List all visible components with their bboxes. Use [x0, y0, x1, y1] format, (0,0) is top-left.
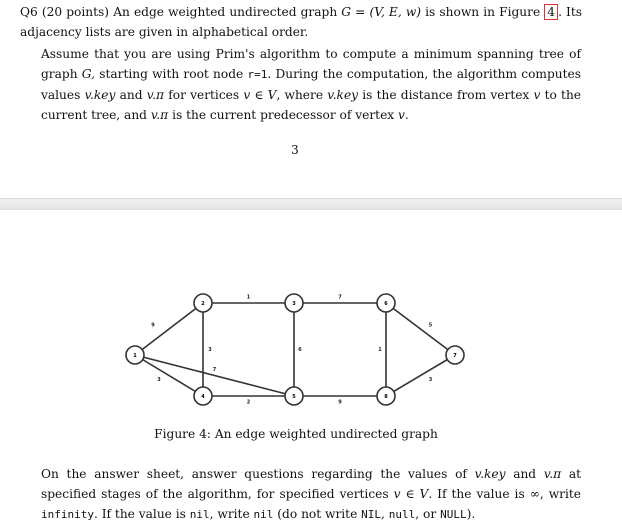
node-label: 2: [201, 301, 205, 307]
edge-weight-1-4: 3: [157, 377, 161, 383]
question-label: Q6: [20, 5, 38, 19]
node-label: 1: [133, 353, 137, 359]
node-label: 5: [292, 394, 296, 400]
question-header: Q6 (20 points) An edge weighted undirected graph G = (V, E, w) is shown in Figure 4 . Its adjacency lists are given in alphabetical order.: [20, 5, 583, 39]
edge-weight-5-8: 9: [338, 399, 342, 406]
code-nil-2: nil: [253, 508, 274, 521]
edge-6-7: [386, 303, 455, 355]
code-NULL: NULL: [440, 508, 467, 521]
root-code: r=1: [247, 68, 268, 81]
node-label: 6: [384, 301, 388, 307]
edge-weight-3-6: 7: [338, 294, 342, 301]
code-NIL: NIL: [361, 508, 382, 521]
page-separator: [0, 198, 622, 210]
graph-node-1: [126, 346, 144, 364]
code-nil: nil: [189, 508, 210, 521]
edge-weight-6-8: 1: [378, 347, 382, 353]
graph-node-2: [194, 294, 212, 312]
page-number: 3: [291, 143, 299, 157]
figure-ref-link[interactable]: 4: [544, 4, 558, 20]
node-label: 8: [384, 394, 388, 400]
edge-1-5: [135, 355, 294, 396]
paragraph-prim: Assume that you are using Prim's algorithm to compute a minimum spanning tree of graph G, starting with root node r=1. During the computation, the algorithm computes values v.key and v.π for vertices v ∈ V, where v.key is the distance from vertex v to the current tree, and v.π is the current predecessor of vertex v.: [41, 47, 582, 122]
graph-node-4: [194, 387, 212, 405]
edge-weight-3-5: 6: [298, 347, 302, 353]
graph-node-6: [377, 294, 395, 312]
edge-1-4: [135, 355, 203, 396]
graph-node-8: [377, 387, 395, 405]
node-label: 3: [292, 301, 296, 307]
edge-weight-2-4: 3: [208, 347, 212, 353]
graph-node-5: [285, 387, 303, 405]
question-points: (20 points): [41, 5, 110, 19]
graph-node-3: [285, 294, 303, 312]
edge-weight-2-3: 1: [246, 294, 251, 301]
code-infinity: infinity: [41, 508, 94, 521]
edge-8-7: [386, 355, 455, 396]
edge-weight-6-7: 5: [428, 322, 433, 329]
figure-caption: Figure 4: An edge weighted undirected graph: [154, 427, 438, 441]
edge-1-2: [135, 303, 203, 355]
node-label: 4: [201, 394, 205, 400]
node-label: 7: [453, 353, 457, 359]
edge-weight-4-5: 2: [246, 399, 251, 406]
code-null: null: [388, 508, 416, 521]
graph-figure: [0, 260, 622, 420]
edge-weight-1-2: 9: [151, 322, 155, 329]
edge-weight-1-5: 7: [212, 367, 217, 373]
paragraph-instructions: On the answer sheet, answer questions regarding the values of v.key and v.π at specified stages of the algorithm, for specified vertices v ∈ V. If the value is ∞, write infinity. If the value is nil, write nil (do not write NIL, null, or NULL).: [41, 467, 582, 521]
edge-weight-8-7: 3: [428, 377, 433, 383]
nodes-layer: [126, 294, 464, 405]
graph-node-7: [446, 346, 464, 364]
